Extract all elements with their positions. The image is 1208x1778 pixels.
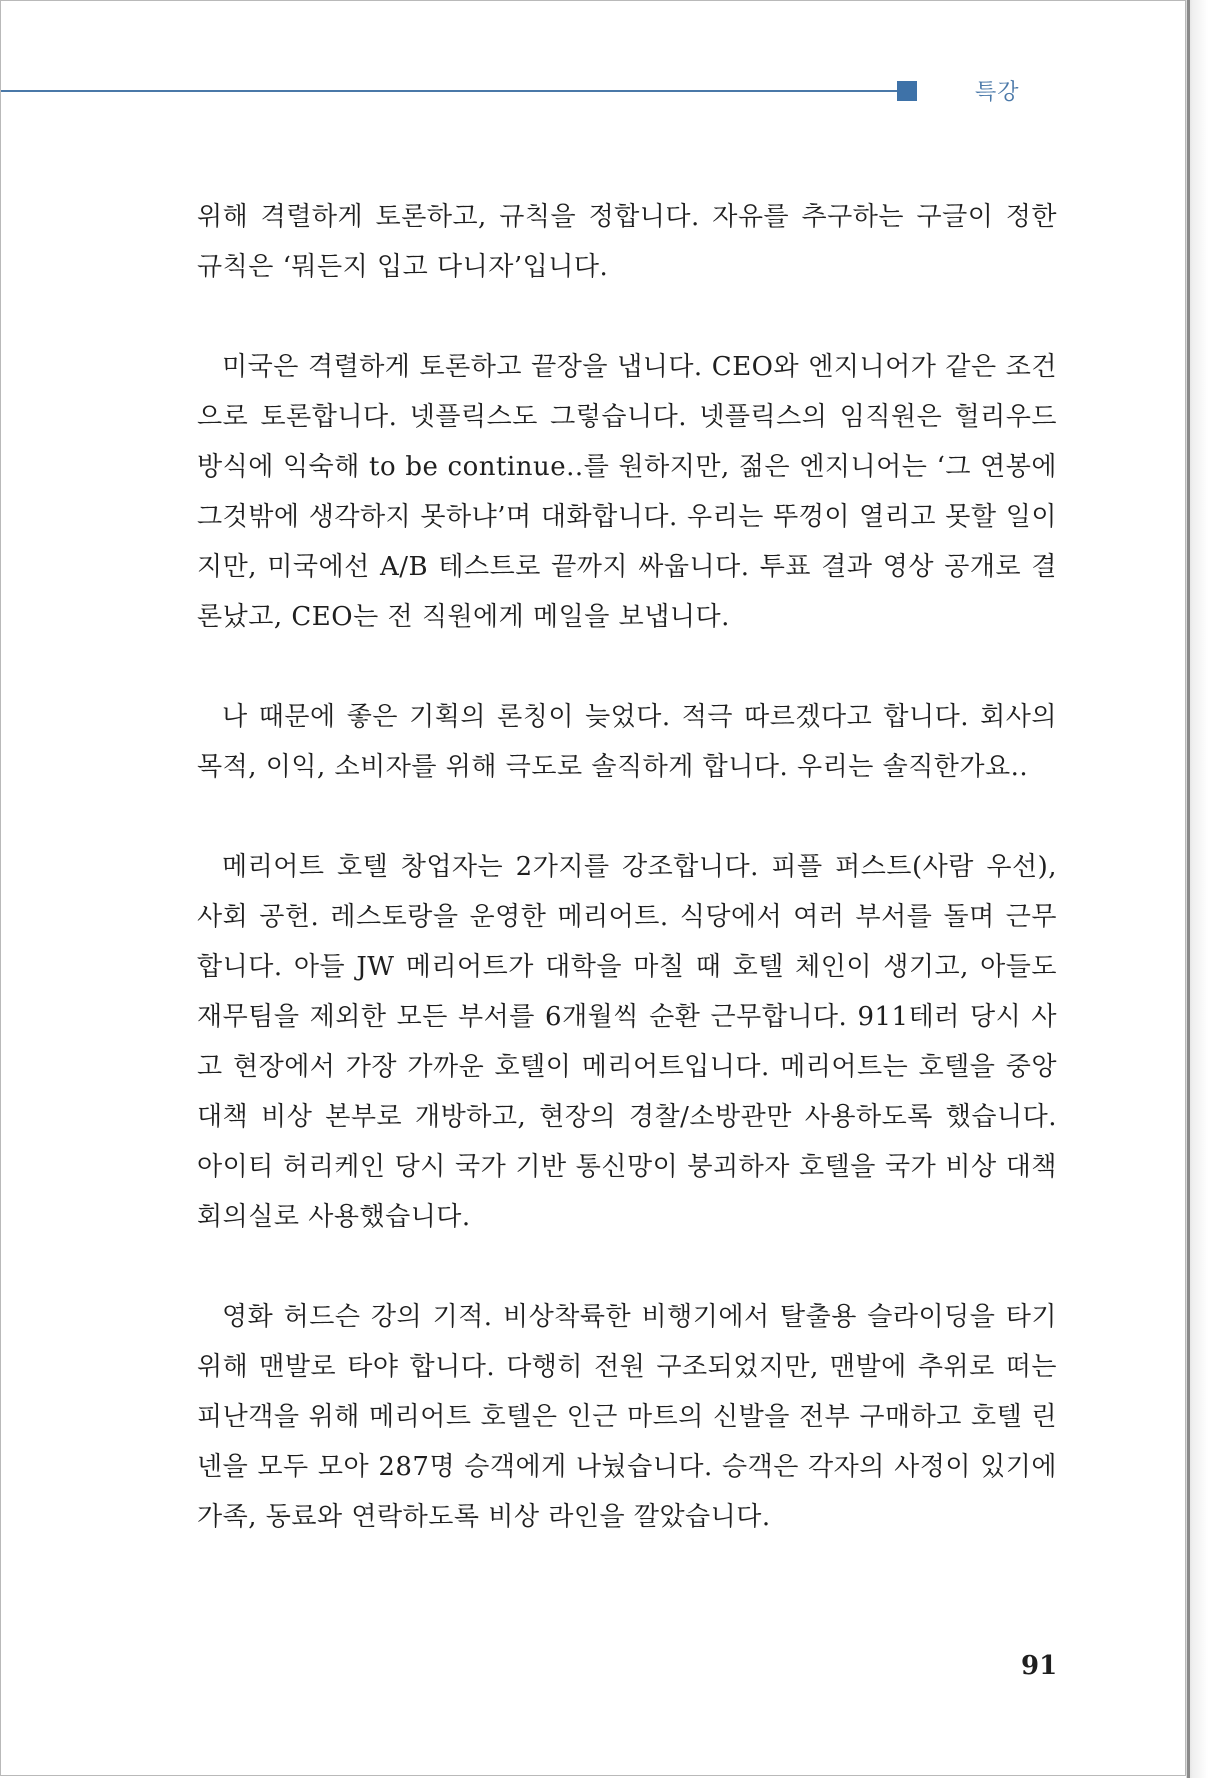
paragraph: 나 때문에 좋은 기획의 론칭이 늦었다. 적극 따르겠다고 합니다. 회사의 목적, 이익, 소비자를 위해 극도로 솔직하게 합니다. 우리는 솔직한가요.. [197,702,1057,782]
paragraph: 영화 허드슨 강의 기적. 비상착륙한 비행기에서 탈출용 슬라이딩을 타기 위해 맨발로 타야 합니다. 다행히 전원 구조되었지만, 맨발에 추위로 떠는 피난객을 위해 메리어트 호텔은 인근 마트의 신발을 전부 구매하고 호텔 린넨을 모두 모아 287명 승객에게 나눴습니다. 승객은 각자의 사정이 있기에 가족, 동료와 연락하도록 비상 라인을 깔았습니다. [197,1302,1057,1532]
paragraph: 미국은 격렬하게 토론하고 끝장을 냅니다. CEO와 엔지니어가 같은 조건으로 토론합니다. 넷플릭스도 그렇습니다. 넷플릭스의 임직원은 헐리우드 방식에 익숙해 to be continue..를 원하지만, 젊은 엔지니어는 ‘그 연봉에 그것밖에 생각하지 못하냐’며 대화합니다. 우리는 뚜껑이 열리고 못할 일이지만, 미국에선 A/B 테스트로 끝까지 싸웁니다. 투표 결과 영상 공개로 결론났고, CEO는 전 직원에게 메일을 보냅니다. [197,352,1057,632]
page-edge-line [1187,0,1190,1778]
paragraph: 위해 격렬하게 토론하고, 규칙을 정합니다. 자유를 추구하는 구글이 정한 규칙은 ‘뭐든지 입고 다니자’입니다. [197,202,1057,282]
paragraph: 메리어트 호텔 창업자는 2가지를 강조합니다. 피플 퍼스트(사람 우선), 사회 공헌. 레스토랑을 운영한 메리어트. 식당에서 여러 부서를 돌며 근무합니다. 아들 JW 메리어트가 대학을 마칠 때 호텔 체인이 생기고, 아들도 재무팀을 제외한 모든 부서를 6개월씩 순환 근무합니다. 911테러 당시 사고 현장에서 가장 가까운 호텔이 메리어트입니다. 메리어트는 호텔을 중앙 대책 비상 본부로 개방하고, 현장의 경찰/소방관만 사용하도록 했습니다. 아이티 허리케인 당시 국가 기반 통신망이 붕괴하자 호텔을 국가 비상 대책 회의실로 사용했습니다. [197,852,1057,1232]
header-square-marker [897,81,917,101]
section-label: 특강 [975,80,1020,105]
page-number: 91 [1021,1651,1058,1681]
body-text [197,192,1057,1592]
header-rule [1,90,899,92]
